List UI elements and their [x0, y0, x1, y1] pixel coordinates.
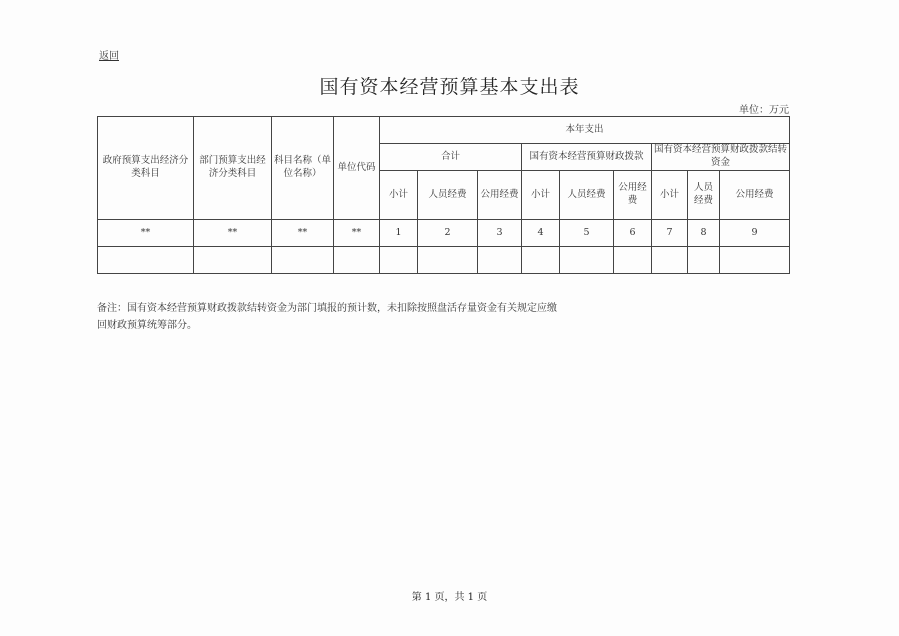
marker-cell: 5 [560, 220, 614, 247]
table-cell [98, 247, 194, 274]
table-cell [522, 247, 560, 274]
marker-cell: ** [272, 220, 334, 247]
unit-label: 单位：万元 [739, 105, 789, 116]
marker-cell: 7 [652, 220, 688, 247]
table-cell [652, 247, 688, 274]
budget-table [97, 116, 790, 274]
marker-cell: 3 [478, 220, 522, 247]
table-cell [688, 247, 720, 274]
header-subject-name: 科目名称（单位名称） [272, 117, 334, 220]
marker-cell: ** [98, 220, 194, 247]
marker-row [98, 220, 790, 247]
marker-cell: ** [334, 220, 380, 247]
empty-data-row [98, 247, 790, 274]
table-cell [272, 247, 334, 274]
footnote: 备注：国有资本经营预算财政拨款结转资金为部门填报的预计数，未扣除按照盘活存量资金有关规定应缴回财政预算统筹部分。 [97, 303, 557, 331]
header-group-total: 合计 [380, 144, 522, 171]
header-public: 公用经费 [478, 171, 522, 220]
marker-cell: ** [194, 220, 272, 247]
table-cell [614, 247, 652, 274]
header-subtotal: 小计 [380, 171, 418, 220]
header-year-spending: 本年支出 [380, 117, 790, 144]
header-group-fiscal: 国有资本经营预算财政拨款 [522, 144, 652, 171]
header-personnel: 人员经费 [560, 171, 614, 220]
marker-cell: 1 [380, 220, 418, 247]
header-personnel: 人员经费 [418, 171, 478, 220]
header-group-carryover: 国有资本经营预算财政拨款结转资金 [652, 144, 790, 171]
marker-cell: 6 [614, 220, 652, 247]
header-subtotal: 小计 [522, 171, 560, 220]
table-cell [418, 247, 478, 274]
marker-cell: 8 [688, 220, 720, 247]
marker-cell: 9 [720, 220, 790, 247]
header-dept-economic-class: 部门预算支出经济分类科目 [194, 117, 272, 220]
table-cell [334, 247, 380, 274]
marker-cell: 2 [418, 220, 478, 247]
header-gov-economic-class: 政府预算支出经济分类科目 [98, 117, 194, 220]
marker-cell: 4 [522, 220, 560, 247]
table-cell [380, 247, 418, 274]
header-subtotal: 小计 [652, 171, 688, 220]
page-title: 国有资本经营预算基本支出表 [319, 76, 580, 98]
table-cell [194, 247, 272, 274]
page-indicator: 第 1 页，共 1 页 [411, 592, 488, 603]
header-public: 公用经费 [614, 171, 652, 220]
table-cell [720, 247, 790, 274]
header-public: 公用经费 [720, 171, 790, 220]
table-cell [478, 247, 522, 274]
header-unit-code: 单位代码 [334, 117, 380, 220]
back-link[interactable]: 返回 [99, 51, 119, 62]
header-personnel: 人员经费 [688, 171, 720, 220]
table-cell [560, 247, 614, 274]
